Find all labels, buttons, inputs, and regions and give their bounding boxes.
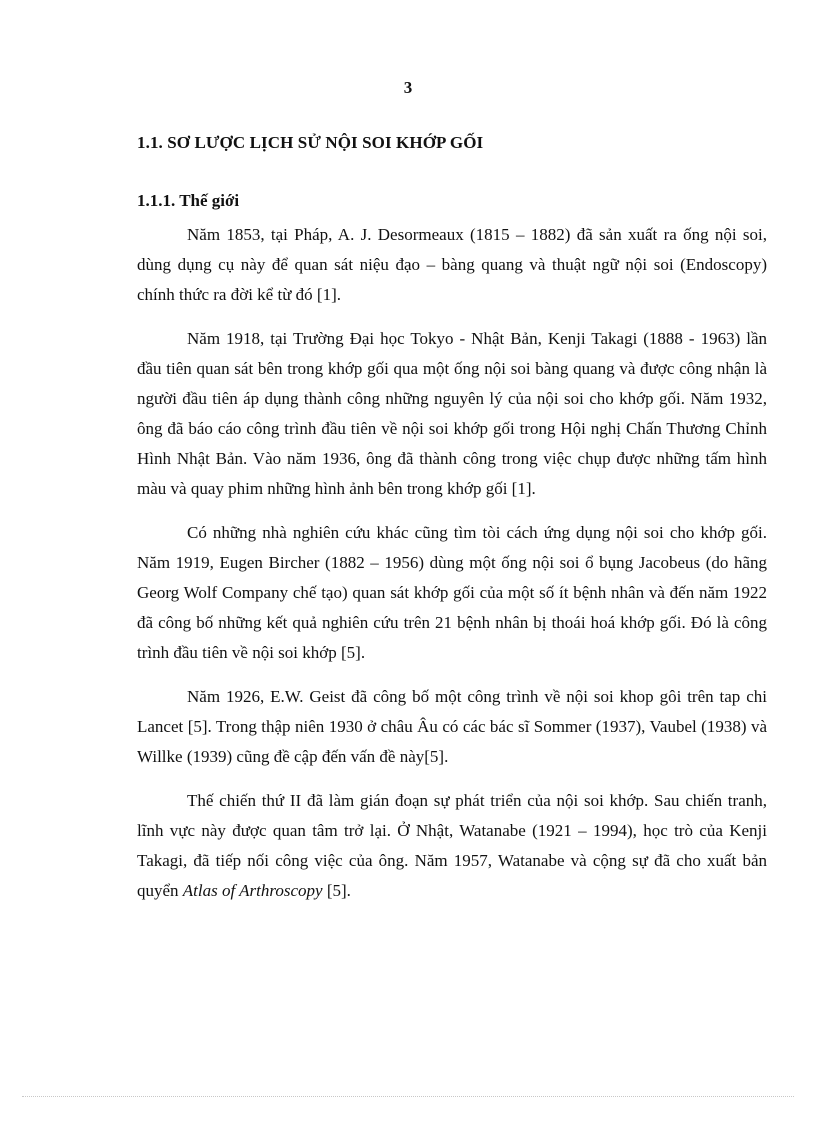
paragraph: Năm 1853, tại Pháp, A. J. Desormeaux (1815 – 1882) đã sản xuất ra ống nội soi, dùng dụng cụ này để quan sát niệu đạo – bàng quang và thuật ngữ nội soi (Endoscopy) chính thức ra đời kể từ đó [1].: [137, 225, 767, 304]
book-title: Atlas of Arthroscopy: [182, 881, 323, 900]
paragraph: Năm 1918, tại Trường Đại học Tokyo - Nhật Bản, Kenji Takagi (1888 - 1963) lần đầu tiên quan sát bên trong khớp gối qua một ống nội soi bàng quang và được công nhận là người đầu tiên áp dụng thành công những nguyên lý của nội soi cho khớp gối. Năm 1932, ông đã báo cáo công trình đầu tiên về nội soi khớp gối trong Hội nghị Chấn Thương Chỉnh Hình Nhật Bản. Vào năm 1936, ông đã thành công trong việc chụp được những tấm hình màu và quay phim những hình ảnh bên trong khớp gối [1].: [137, 329, 767, 498]
paragraph: Có những nhà nghiên cứu khác cũng tìm tòi cách ứng dụng nội soi cho khớp gối. Năm 1919, Eugen Bircher (1882 – 1956) dùng một ống nội soi ổ bụng Jacobeus (do hãng Georg Wolf Company chế tạo) quan sát khớp gối của một số ít bệnh nhân và đến năm 1922 đã công bố những kết quả nghiên cứu trên 21 bệnh nhân bị thoái hoá khớp gối. Đó là công trình đầu tiên về nội soi khớp [5].: [137, 523, 767, 662]
paragraph: Năm 1926, E.W. Geist đã công bố một công trình về nội soi khop gôi trên tap chi Lancet [5]. Trong thập niên 1930 ở châu Âu có các bác sĩ Sommer (1937), Vaubel (1938) và Willke (1939) cũng đề cập đến vấn đề này[5].: [137, 687, 767, 766]
paragraph: [137, 786, 767, 906]
document-body: [137, 128, 767, 906]
paragraph-text: [5].: [322, 881, 351, 900]
paragraph-text: Thế chiến thứ II đã làm gián đoạn sự phát triển của nội soi khớp. Sau chiến tranh, lĩnh vực này được quan tâm trở lại. Ở Nhật, Watanabe (1921 – 1994), học trò của Kenji Takagi, đã tiếp nối công việc của ông. Năm 1957, Watanabe và cộng sự đã cho xuất bản quyển: [137, 791, 767, 900]
section-heading: 1.1. SƠ LƯỢC LỊCH SỬ NỘI SOI KHỚP GỐI: [137, 133, 484, 152]
page-bottom-divider: [22, 1096, 794, 1097]
subsection-heading: 1.1.1. Thế giới: [137, 191, 240, 210]
page-number: 3: [403, 78, 413, 97]
